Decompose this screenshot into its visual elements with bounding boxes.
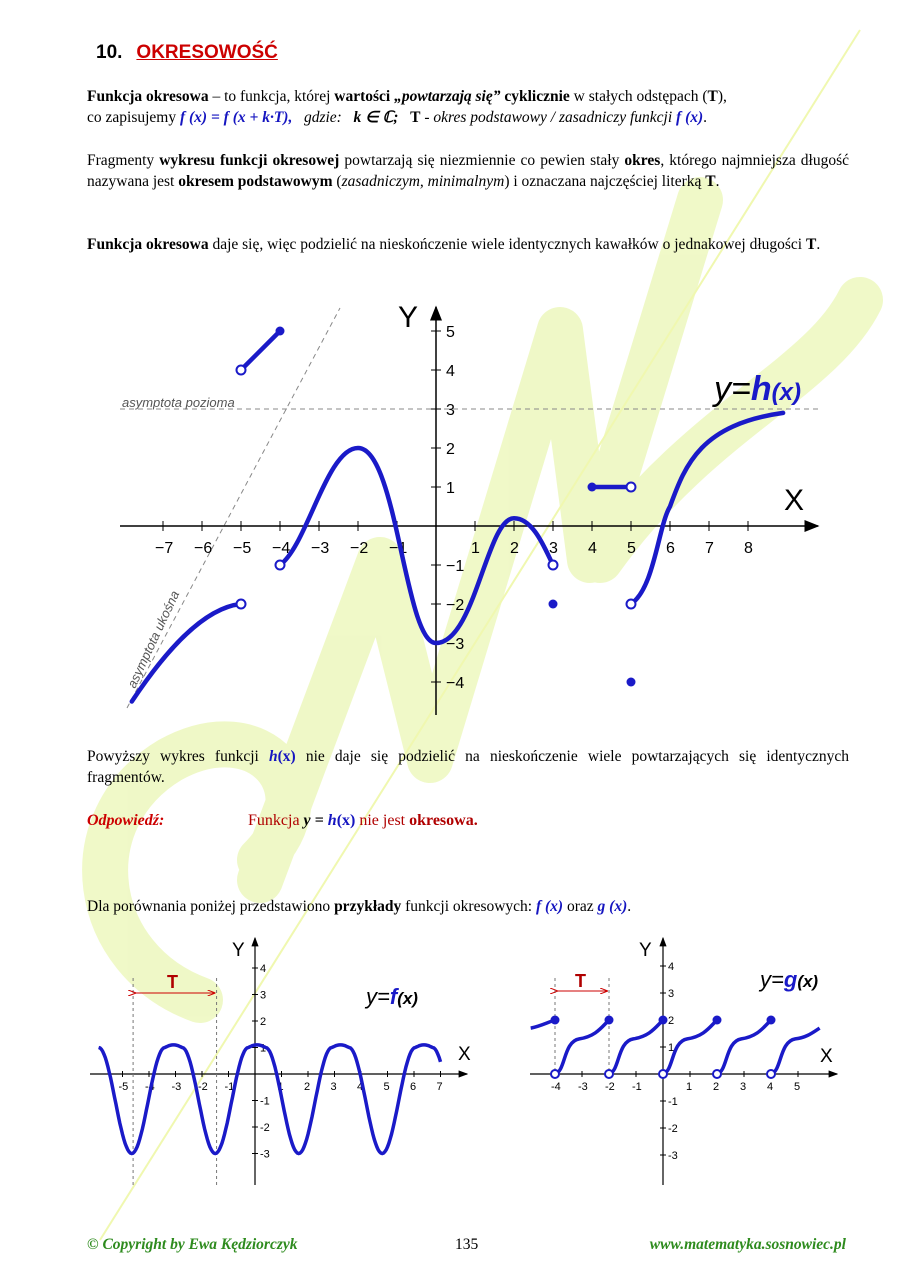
bold-span: T [705,173,716,190]
closed-point [551,1016,560,1025]
text-span: , którego najmniejsza długość nazywana jest [87,152,849,190]
y-tick-label: −2 [446,597,465,614]
y-axis-label: Y [398,301,419,334]
period-label-f: T [167,972,178,992]
closed-point [767,1016,776,1025]
paragraph-3 [87,234,849,255]
label-eq: = [771,967,784,992]
x-tick-label: -1 [632,1081,642,1093]
x-tick-label: 1 [686,1081,693,1093]
h-segment-top [241,331,280,370]
g-piece [609,1020,663,1074]
text-span: ) i oznaczana najczęściej literką [504,173,706,190]
text-span: – to funkcja, której [208,88,335,105]
oblique-asymptote [127,308,340,708]
function-label-h [712,370,801,408]
text-span: oraz [563,898,598,915]
footer-page-number: 135 [455,1236,479,1253]
italic-span: zasadniczym, minimalnym [341,173,505,190]
open-point [237,366,246,375]
function-name: g (x) [597,898,628,915]
y-tick-label: 3 [446,402,455,419]
label-arg: (x) [397,989,418,1008]
label-arg: (x) [797,972,819,991]
label-y: y [366,984,377,1009]
x-tick-label: -4 [551,1081,561,1093]
label-name: g [783,967,798,992]
x-tick-label: -4 [145,1081,155,1093]
paragraph-5 [87,896,849,917]
function-name: f (x) [676,109,704,126]
answer-text [248,812,478,830]
y-tick-label: -1 [668,1096,678,1108]
section-heading [96,42,278,64]
y-tick-label: 1 [260,1042,267,1055]
x-tick-label: 3 [330,1081,337,1093]
x-tick-label: -5 [118,1081,129,1093]
closed-point [659,1016,668,1025]
x-tick-label: 2 [713,1081,720,1093]
bold-span: okresem podstawowym [178,173,333,190]
closed-point [549,600,558,609]
y-axis-label: Y [232,940,245,961]
y-tick-label: −4 [446,675,465,692]
function-label-f [364,984,418,1009]
x-tick-label: -2 [605,1081,615,1093]
text-span: ( [332,173,342,190]
y-tick-label: 2 [260,1016,267,1028]
y-tick-label: 4 [668,961,675,973]
k-set: k ∈ ℂ; [353,109,399,126]
y-tick-label: 1 [446,480,455,497]
function-name: f (x) [535,898,564,915]
y-tick-label: 3 [668,988,675,1000]
x-tick-label: -3 [171,1081,182,1093]
y-tick-label: 4 [446,363,455,380]
open-point [605,1070,613,1078]
y-tick-label: −1 [446,558,465,575]
x-tick-label: 6 [410,1081,417,1093]
paragraph-4 [87,746,849,788]
open-point [627,600,636,609]
section-number: 10. [96,42,123,63]
x-tick-label: −3 [311,540,330,557]
y-axis-label: Y [639,940,652,961]
bold-span: okres [624,152,661,169]
x-tick-label: 6 [666,540,675,557]
text-span: daje się, więc podzielić na nieskończenie wiele identycznych kawałków o jednakowej długości [208,236,806,253]
function-label-g [758,967,818,992]
text-span: . [627,898,632,915]
bold-span: Funkcja okresowa [87,236,209,253]
closed-point [713,1016,722,1025]
graph-h [0,295,909,735]
text-span: funkcji okresowych: [401,898,536,915]
text-span: co zapisujemy [87,109,180,126]
x-axis-label: X [820,1046,833,1067]
y-tick-label: −3 [446,636,465,653]
h-curve-right [631,413,783,604]
text-span: h [327,812,337,829]
text-span: . [715,173,720,190]
x-tick-label: 2 [510,540,519,557]
x-tick-label: −2 [350,540,369,557]
paragraph-2 [87,150,849,192]
definition-paragraph [87,86,849,128]
x-tick-label: 3 [549,540,558,557]
label-eq: = [731,370,751,408]
g-piece [555,1020,609,1074]
text-span: okresowa. [409,812,478,829]
x-tick-label: 8 [744,540,753,557]
bold-span: wykresu funkcji okresowej [159,152,340,169]
y-tick-label: -3 [668,1150,678,1162]
x-tick-label: −1 [389,540,408,557]
open-point [767,1070,775,1078]
open-point [627,483,636,492]
label-y: y [760,967,771,992]
quote-span: „powtarzają się” [390,88,501,105]
x-tick-label: 1 [277,1081,284,1093]
x-tick-label: 5 [794,1081,801,1093]
open-point [237,600,246,609]
closed-point [605,1016,614,1025]
x-tick-label: -3 [578,1081,588,1093]
label-name: h [750,370,772,408]
label-eq: = [377,984,390,1009]
y-tick-label: -2 [668,1123,678,1135]
text-span: Dla porównania poniżej przedstawiono [87,898,335,915]
answer-label: Odpowiedź: [87,812,165,829]
closed-point [276,327,285,336]
x-tick-label: −7 [155,540,174,557]
y-tick-label: 2 [668,1015,675,1027]
text-span: nie daje się podzielić na nieskończenie wiele powtarzających się identycznych fragmentów. [87,748,849,786]
text-span: powtarzają się niezmiennie co pewien stały [339,152,625,169]
period-letter: T [707,88,718,105]
closed-point [588,483,597,492]
y-tick-label: 3 [260,989,267,1002]
text-span: = [310,812,328,829]
x-tick-label: 5 [383,1081,390,1093]
x-tick-label: 7 [705,540,714,557]
closed-point [627,678,636,687]
bold-span: cyklicznie [500,88,570,105]
y-tick-label: 4 [260,963,267,975]
x-axis-label: X [458,1044,471,1065]
label-arg: (x) [771,379,801,406]
open-point [659,1070,667,1078]
open-point [276,561,285,570]
y-tick-label: 5 [446,324,455,341]
text-span: - okres podstawowy / zasadniczy funkcji [420,109,677,126]
section-title: OKRESOWOŚĆ [136,42,278,63]
x-tick-label: −6 [194,540,213,557]
label-name: f [389,984,398,1009]
x-tick-label: -1 [224,1081,235,1093]
text-span: y [303,812,311,829]
text-span: . [703,109,708,126]
label-y: y [714,370,731,408]
x-tick-label: 4 [767,1081,774,1093]
footer-copyright: © Copyright by Ewa Kędziorczyk [87,1236,298,1253]
x-axis-label: X [784,484,805,517]
x-tick-label: 4 [588,540,597,557]
period-formula: f (x) = f (x + k·T), [179,109,293,126]
text-span: Fragmenty [87,152,160,169]
g-piece [717,1020,771,1074]
oblique-asymptote-label: asymptota ukośna [124,588,183,691]
horizontal-asymptote-label: asymptota pozioma [122,395,235,410]
open-point [713,1070,721,1078]
definition-term: Funkcja okresowa [87,88,209,105]
x-tick-label: 7 [436,1081,443,1093]
text-span: gdzie: [303,109,342,126]
y-tick-label: -3 [260,1148,270,1161]
text-span: (x) [336,812,356,829]
open-point [551,1070,559,1078]
bold-span: przykłady [334,898,402,915]
text-span: Funkcja [248,812,304,829]
period-label-g: T [575,971,586,991]
graph-g [525,930,845,1190]
x-tick-label: 5 [627,540,636,557]
text-span: ), [717,88,727,105]
x-tick-label: 3 [740,1081,747,1093]
text-span: Powyższy wykres funkcji [87,748,269,765]
x-tick-label: −4 [272,540,291,557]
x-tick-label: 2 [304,1081,311,1093]
x-tick-label: 1 [471,540,480,557]
y-tick-label: 2 [446,441,455,458]
period-letter: T [410,109,421,126]
text-span: nie jest [355,812,410,829]
bold-span: wartości [334,88,391,105]
graph-f [85,930,545,1190]
function-name: h [268,748,278,765]
y-tick-label: 1 [668,1042,675,1054]
function-arg: (x) [277,748,296,765]
y-tick-label: -2 [260,1122,270,1134]
open-point [549,561,558,570]
text-span: . [816,236,821,253]
text-span: w stałych odstępach ( [569,88,708,105]
x-tick-label: −5 [233,540,252,557]
x-tick-label: 4 [357,1081,364,1093]
y-tick-label: -1 [260,1095,270,1108]
footer-url[interactable]: www.matematyka.sosnowiec.pl [649,1236,846,1253]
x-tick-label: -2 [198,1081,208,1093]
g-piece [771,1028,820,1074]
bold-span: T [805,236,817,253]
